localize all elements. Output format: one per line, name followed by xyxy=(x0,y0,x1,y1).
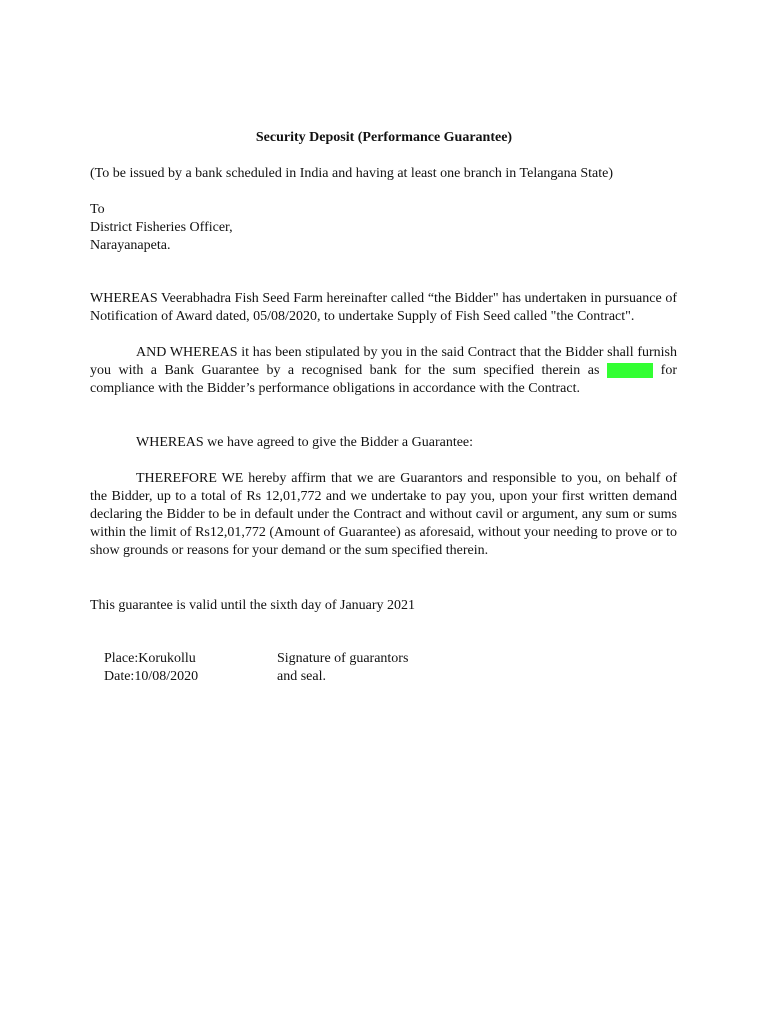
address-line-1: District Fisheries Officer, xyxy=(90,220,233,235)
address-line-2: Narayanapeta. xyxy=(90,238,171,253)
date-label: Date:10/08/2020 xyxy=(104,669,199,684)
paragraph-whereas-bidder: WHEREAS Veerabhadra Fish Seed Farm hereinafter called “the Bidder" has undertaken in pursuance of Notification of Award dated, 05/08/2020, to undertake Supply of Fish Seed called "the Contract". xyxy=(90,291,677,324)
paragraph-therefore: THEREFORE WE hereby affirm that we are Guarantors and responsible to you, on behalf of the Bidder, up to a total of Rs 12,01,772 and we undertake to pay you, upon your first written demand declaring the Bidder to be in default under the Contract and without cavil or argument, any sum or sums within the limit of Rs12,01,772 (Amount of Guarantee) as aforesaid, without your needing to prove or to show grounds or reasons for your demand or the sum specified therein. xyxy=(90,471,677,558)
issuance-note: (To be issued by a bank scheduled in India and having at least one branch in Telangana State) xyxy=(90,166,614,181)
signature-line-2: and seal. xyxy=(277,669,326,684)
paragraph-agreed-guarantee: WHEREAS we have agreed to give the Bidder a Guarantee: xyxy=(136,435,474,450)
address-block xyxy=(90,201,677,255)
document-title: Security Deposit (Performance Guarantee) xyxy=(255,130,513,145)
signature-line-1: Signature of guarantors xyxy=(277,651,409,666)
paragraph-and-whereas-text-1: AND WHEREAS it has been stipulated by you in the said Contract that the Bidder shall furnish you with a Bank Guarantee by a recognised bank for the sum specified therein as xyxy=(90,345,677,378)
highlighted-security-text: security xyxy=(607,363,653,378)
paragraph-and-whereas-text-2: for compliance with the Bidder’s performance obligations in accordance with the Contract. xyxy=(90,363,677,396)
place-label: Place:Korukollu xyxy=(104,651,196,666)
address-to: To xyxy=(90,202,105,217)
validity-statement: This guarantee is valid until the sixth day of January 2021 xyxy=(90,598,416,613)
signature-block xyxy=(104,650,504,686)
paragraph-and-whereas xyxy=(90,344,677,398)
